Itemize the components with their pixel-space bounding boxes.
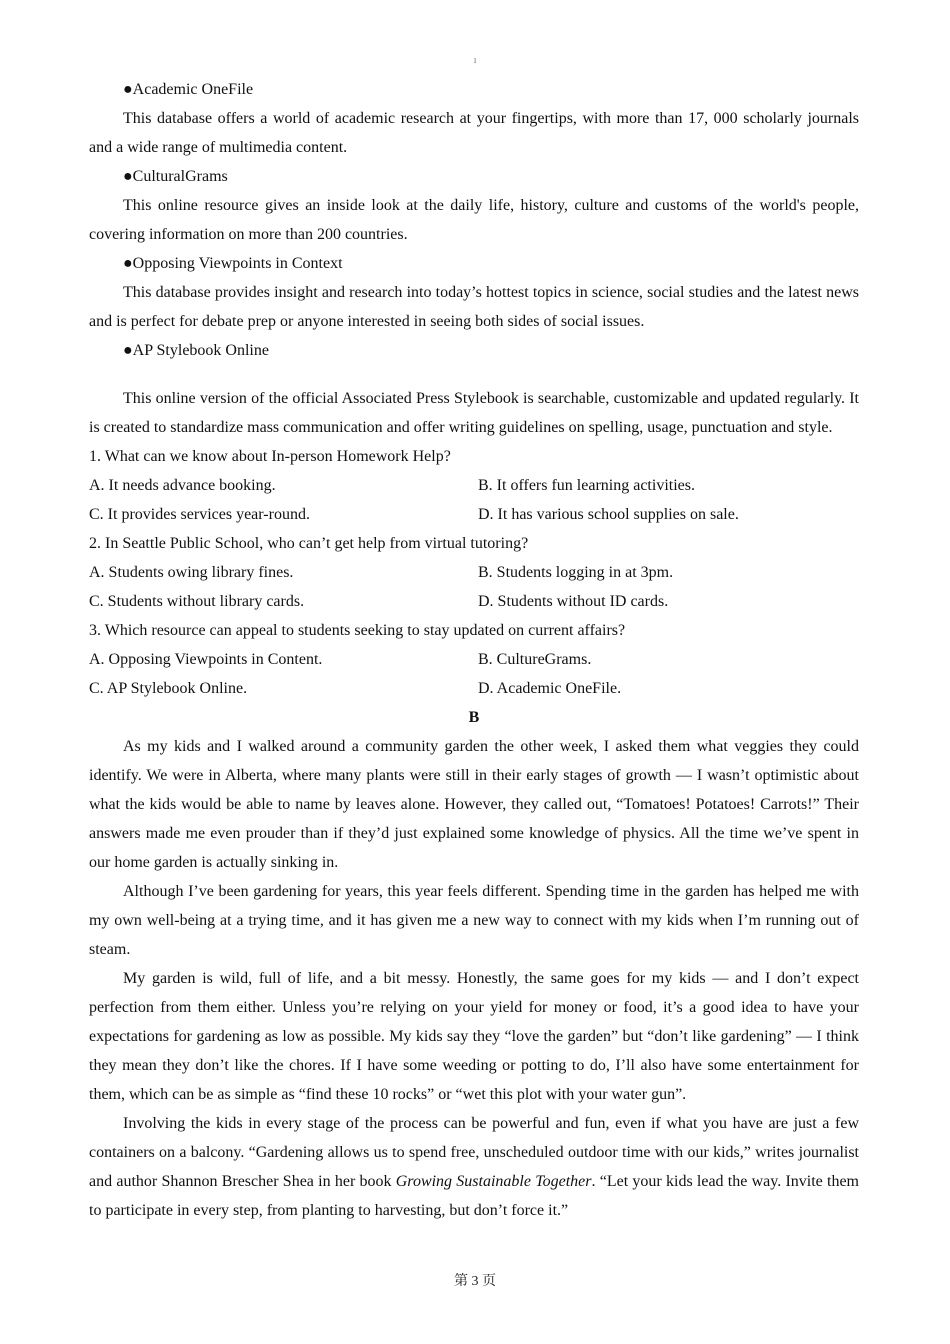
question-3-option-a: A. Opposing Viewpoints in Content. bbox=[89, 651, 323, 668]
resource-title-ap-stylebook: ●AP Stylebook Online bbox=[123, 342, 269, 359]
question-1-option-b: B. It offers fun learning activities. bbox=[478, 477, 695, 494]
question-2-option-b: B. Students logging in at 3pm. bbox=[478, 564, 674, 581]
question-1-stem: 1. What can we know about In-person Homework Help? bbox=[89, 448, 451, 465]
passage-b-paragraph-3: My garden is wild, full of life, and a bit messy. Honestly, the same goes for my kids — and I don’t expect perfection from them either. Unless you’re relying on your yield for money or food, it’s a good idea to have your expectations for gardening as low as possible. My kids say they “love the garden” but “don’t like gardening” — I think they mean they don’t like the chores. If I have some weeding or potting to do, I’ll also have some entertainment for them, which can be as simple as “find these 10 rocks” or “wet this plot with your water gun”. bbox=[89, 970, 859, 1103]
passage-b-paragraph-1: As my kids and I walked around a community garden the other week, I asked them what veggies they could identify. We were in Alberta, where many plants were still in their early stages of growth — I wasn’t optimistic about what the kids would be able to name by leaves alone. However, they called out, “Tomatoes! Potatoes! Carrots!” Their answers made me even prouder than if they’d just explained some knowledge of physics. All the time we’ve spent in our home garden is actually sinking in. bbox=[89, 738, 859, 871]
passage-b-paragraph-4-after: . “Let your kids lead the way. Invite them to participate in every step, from planting to harvesting, but don’t force it.” bbox=[89, 1173, 859, 1219]
question-2-options-row-1 bbox=[89, 558, 859, 587]
resource-title-opposing-viewpoints: ●Opposing Viewpoints in Context bbox=[123, 255, 343, 272]
section-b-heading: B bbox=[468, 709, 480, 726]
page-content bbox=[89, 75, 859, 1225]
header-mark: 1 bbox=[473, 57, 477, 65]
passage-b-paragraph-4-before: Involving the kids in every stage of the process can be powerful and fun, even if what you have are just a few containers on a balcony. “Gardening allows us to spend free, unscheduled outdoor time with our kids,” writes journalist and author Shannon Brescher Shea in her book bbox=[89, 1115, 859, 1190]
passage-b-paragraph-2: Although I’ve been gardening for years, this year feels different. Spending time in the garden has helped me with my own well-being at a trying time, and it has given me a new way to connect with my kids when I’m running out of steam. bbox=[89, 883, 859, 958]
question-1-option-a: A. It needs advance booking. bbox=[89, 477, 276, 494]
question-2-options-row-2 bbox=[89, 587, 859, 616]
resource-description-culturalgrams: This online resource gives an inside look at the daily life, history, culture and customs of the world's people, covering information on more than 200 countries. bbox=[89, 197, 859, 243]
blank-spacer bbox=[89, 365, 859, 384]
book-title: Growing Sustainable Together bbox=[395, 1173, 592, 1190]
question-3-stem: 3. Which resource can appeal to students seeking to stay updated on current affairs? bbox=[89, 622, 626, 639]
passage-b-paragraph-4 bbox=[89, 1109, 859, 1225]
resource-description-opposing-viewpoints: This database provides insight and research into today’s hottest topics in science, social studies and the latest news and is perfect for debate prep or anyone interested in seeing both sides of social issues. bbox=[89, 284, 859, 330]
question-2-option-a: A. Students owing library fines. bbox=[89, 564, 294, 581]
question-2-option-c: C. Students without library cards. bbox=[89, 593, 305, 610]
question-3-options-row-2 bbox=[89, 674, 859, 703]
question-3-option-d: D. Academic OneFile. bbox=[478, 680, 622, 697]
page-number-footer: 第 3 页 bbox=[454, 1274, 496, 1289]
question-1-options-row-1 bbox=[89, 471, 859, 500]
question-3-option-c: C. AP Stylebook Online. bbox=[89, 680, 248, 697]
question-1-options-row-2 bbox=[89, 500, 859, 529]
question-1-option-d: D. It has various school supplies on sale. bbox=[478, 506, 739, 523]
resource-title-academic-onefile: ●Academic OneFile bbox=[123, 81, 254, 98]
question-2-stem: 2. In Seattle Public School, who can’t get help from virtual tutoring? bbox=[89, 535, 529, 552]
resource-description-academic-onefile: This database offers a world of academic research at your fingertips, with more than 17, 000 scholarly journals and a wide range of multimedia content. bbox=[89, 110, 859, 156]
question-1-option-c: C. It provides services year-round. bbox=[89, 506, 310, 523]
resource-description-ap-stylebook: This online version of the official Associated Press Stylebook is searchable, customizable and updated regularly. It is created to standardize mass communication and offer writing guidelines on spelling, usage, punctuation and style. bbox=[89, 390, 859, 436]
resource-title-culturalgrams: ●CulturalGrams bbox=[123, 168, 228, 185]
question-3-options-row-1 bbox=[89, 645, 859, 674]
question-2-option-d: D. Students without ID cards. bbox=[478, 593, 669, 610]
question-3-option-b: B. CultureGrams. bbox=[478, 651, 592, 668]
